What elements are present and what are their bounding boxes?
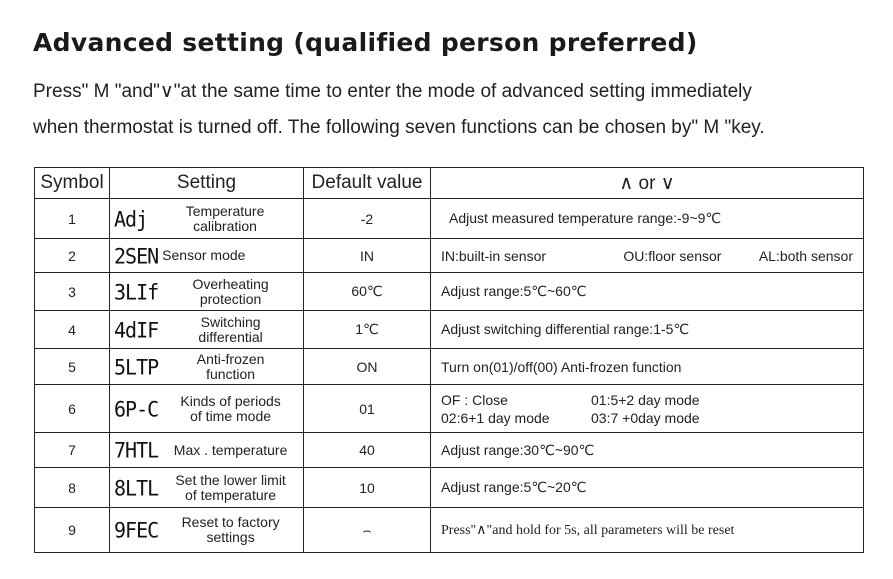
- table-row: [35, 468, 864, 508]
- row-symbol: 7: [35, 433, 110, 468]
- row-default: 1℃: [304, 311, 431, 349]
- lcd-code: 5LTP: [114, 353, 159, 380]
- setting-label: Temperature calibration: [185, 202, 265, 234]
- adjust-option-02: 02:6+1 day mode: [441, 409, 550, 426]
- row-setting: [110, 385, 304, 433]
- adjust-option-01: 01:5+2 day mode: [591, 391, 700, 408]
- adjust-option-of: OF : Close: [441, 391, 508, 408]
- adjust-text: Adjust measured temperature range:-9~9℃: [449, 210, 722, 226]
- row-symbol: 3: [35, 273, 110, 311]
- row-setting: [110, 508, 304, 553]
- table-row: [35, 349, 864, 385]
- row-adjust: Adjust range:5℃~20℃: [431, 468, 864, 508]
- row-symbol: 9: [35, 508, 110, 553]
- table-row: [35, 311, 864, 349]
- row-setting: [110, 468, 304, 508]
- header-symbol: Symbol: [35, 168, 110, 199]
- header-up-or-down: ∧ or ∨: [431, 168, 864, 199]
- setting-label: Anti-frozen function: [196, 350, 265, 382]
- setting-label: Set the lower limit of temperature: [175, 471, 286, 503]
- adjust-option-03: 03:7 +0day mode: [591, 409, 700, 426]
- table-row: [35, 433, 864, 468]
- row-setting: [110, 199, 304, 239]
- lcd-code: 6P-C: [114, 395, 159, 422]
- row-adjust: Adjust range:5℃~60℃: [431, 273, 864, 311]
- intro-line-2: when thermostat is turned off. The following seven functions can be chosen by" M "key.: [33, 117, 765, 138]
- row-default: IN: [304, 239, 431, 273]
- row-default: 10: [304, 468, 431, 508]
- advanced-settings-table: [34, 167, 864, 553]
- lcd-code: 3LIf: [114, 278, 159, 305]
- row-adjust: Adjust switching differential range:1-5℃: [431, 311, 864, 349]
- row-default: 40: [304, 433, 431, 468]
- row-setting: [110, 433, 304, 468]
- row-symbol: 1: [35, 199, 110, 239]
- setting-label: Switching differential: [198, 313, 263, 345]
- row-setting: [110, 311, 304, 349]
- row-symbol: 4: [35, 311, 110, 349]
- lcd-code: 8LTL: [114, 474, 159, 501]
- table-row: [35, 199, 864, 239]
- row-symbol: 2: [35, 239, 110, 273]
- lcd-code: Adj: [114, 205, 148, 232]
- row-default: ON: [304, 349, 431, 385]
- table-row: [35, 239, 864, 273]
- row-symbol: 5: [35, 349, 110, 385]
- table-header-row: [35, 168, 864, 199]
- adjust-option-ou: OU:floor sensor: [623, 247, 722, 264]
- row-default: ⌢: [304, 508, 431, 553]
- adjust-option-in: IN:built-in sensor: [441, 247, 547, 264]
- setting-label: Reset to factory settings: [181, 514, 280, 545]
- row-setting: [110, 349, 304, 385]
- row-setting: [110, 273, 304, 311]
- adjust-option-al: AL:both sensor: [758, 247, 853, 264]
- lcd-code: 9FEC: [114, 517, 159, 543]
- table-row: [35, 385, 864, 433]
- setting-label: Kinds of periods of time mode: [180, 392, 281, 424]
- page-title: Advanced setting (qualified person preferred): [33, 28, 698, 57]
- row-default: 60℃: [304, 273, 431, 311]
- header-default-value: Default value: [304, 168, 431, 199]
- row-adjust: Turn on(01)/off(00) Anti-frozen function: [431, 349, 864, 385]
- row-adjust: Press"∧"and hold for 5s, all parameters will be reset: [431, 508, 864, 553]
- row-default: 01: [304, 385, 431, 433]
- setting-label: Max . temperature: [173, 441, 288, 458]
- setting-label: Overheating protection: [192, 275, 269, 307]
- intro-line-1: Press" M "and"∨"at the same time to enter the mode of advanced setting immediately: [33, 81, 752, 102]
- setting-label: Sensor mode: [162, 247, 246, 263]
- row-adjust: [431, 239, 864, 273]
- table-row: [35, 273, 864, 311]
- row-symbol: 6: [35, 385, 110, 433]
- lcd-code: 4dIF: [114, 316, 159, 343]
- header-setting: Setting: [110, 168, 304, 199]
- lcd-code: 7HTL: [114, 437, 159, 463]
- row-default: -2: [304, 199, 431, 239]
- row-symbol: 8: [35, 468, 110, 508]
- lcd-code: 2SEN: [114, 242, 159, 269]
- row-adjust: Adjust range:30℃~90℃: [431, 433, 864, 468]
- table-row: [35, 508, 864, 553]
- row-setting: [110, 239, 304, 273]
- row-adjust: [431, 199, 864, 239]
- row-adjust: [431, 385, 864, 433]
